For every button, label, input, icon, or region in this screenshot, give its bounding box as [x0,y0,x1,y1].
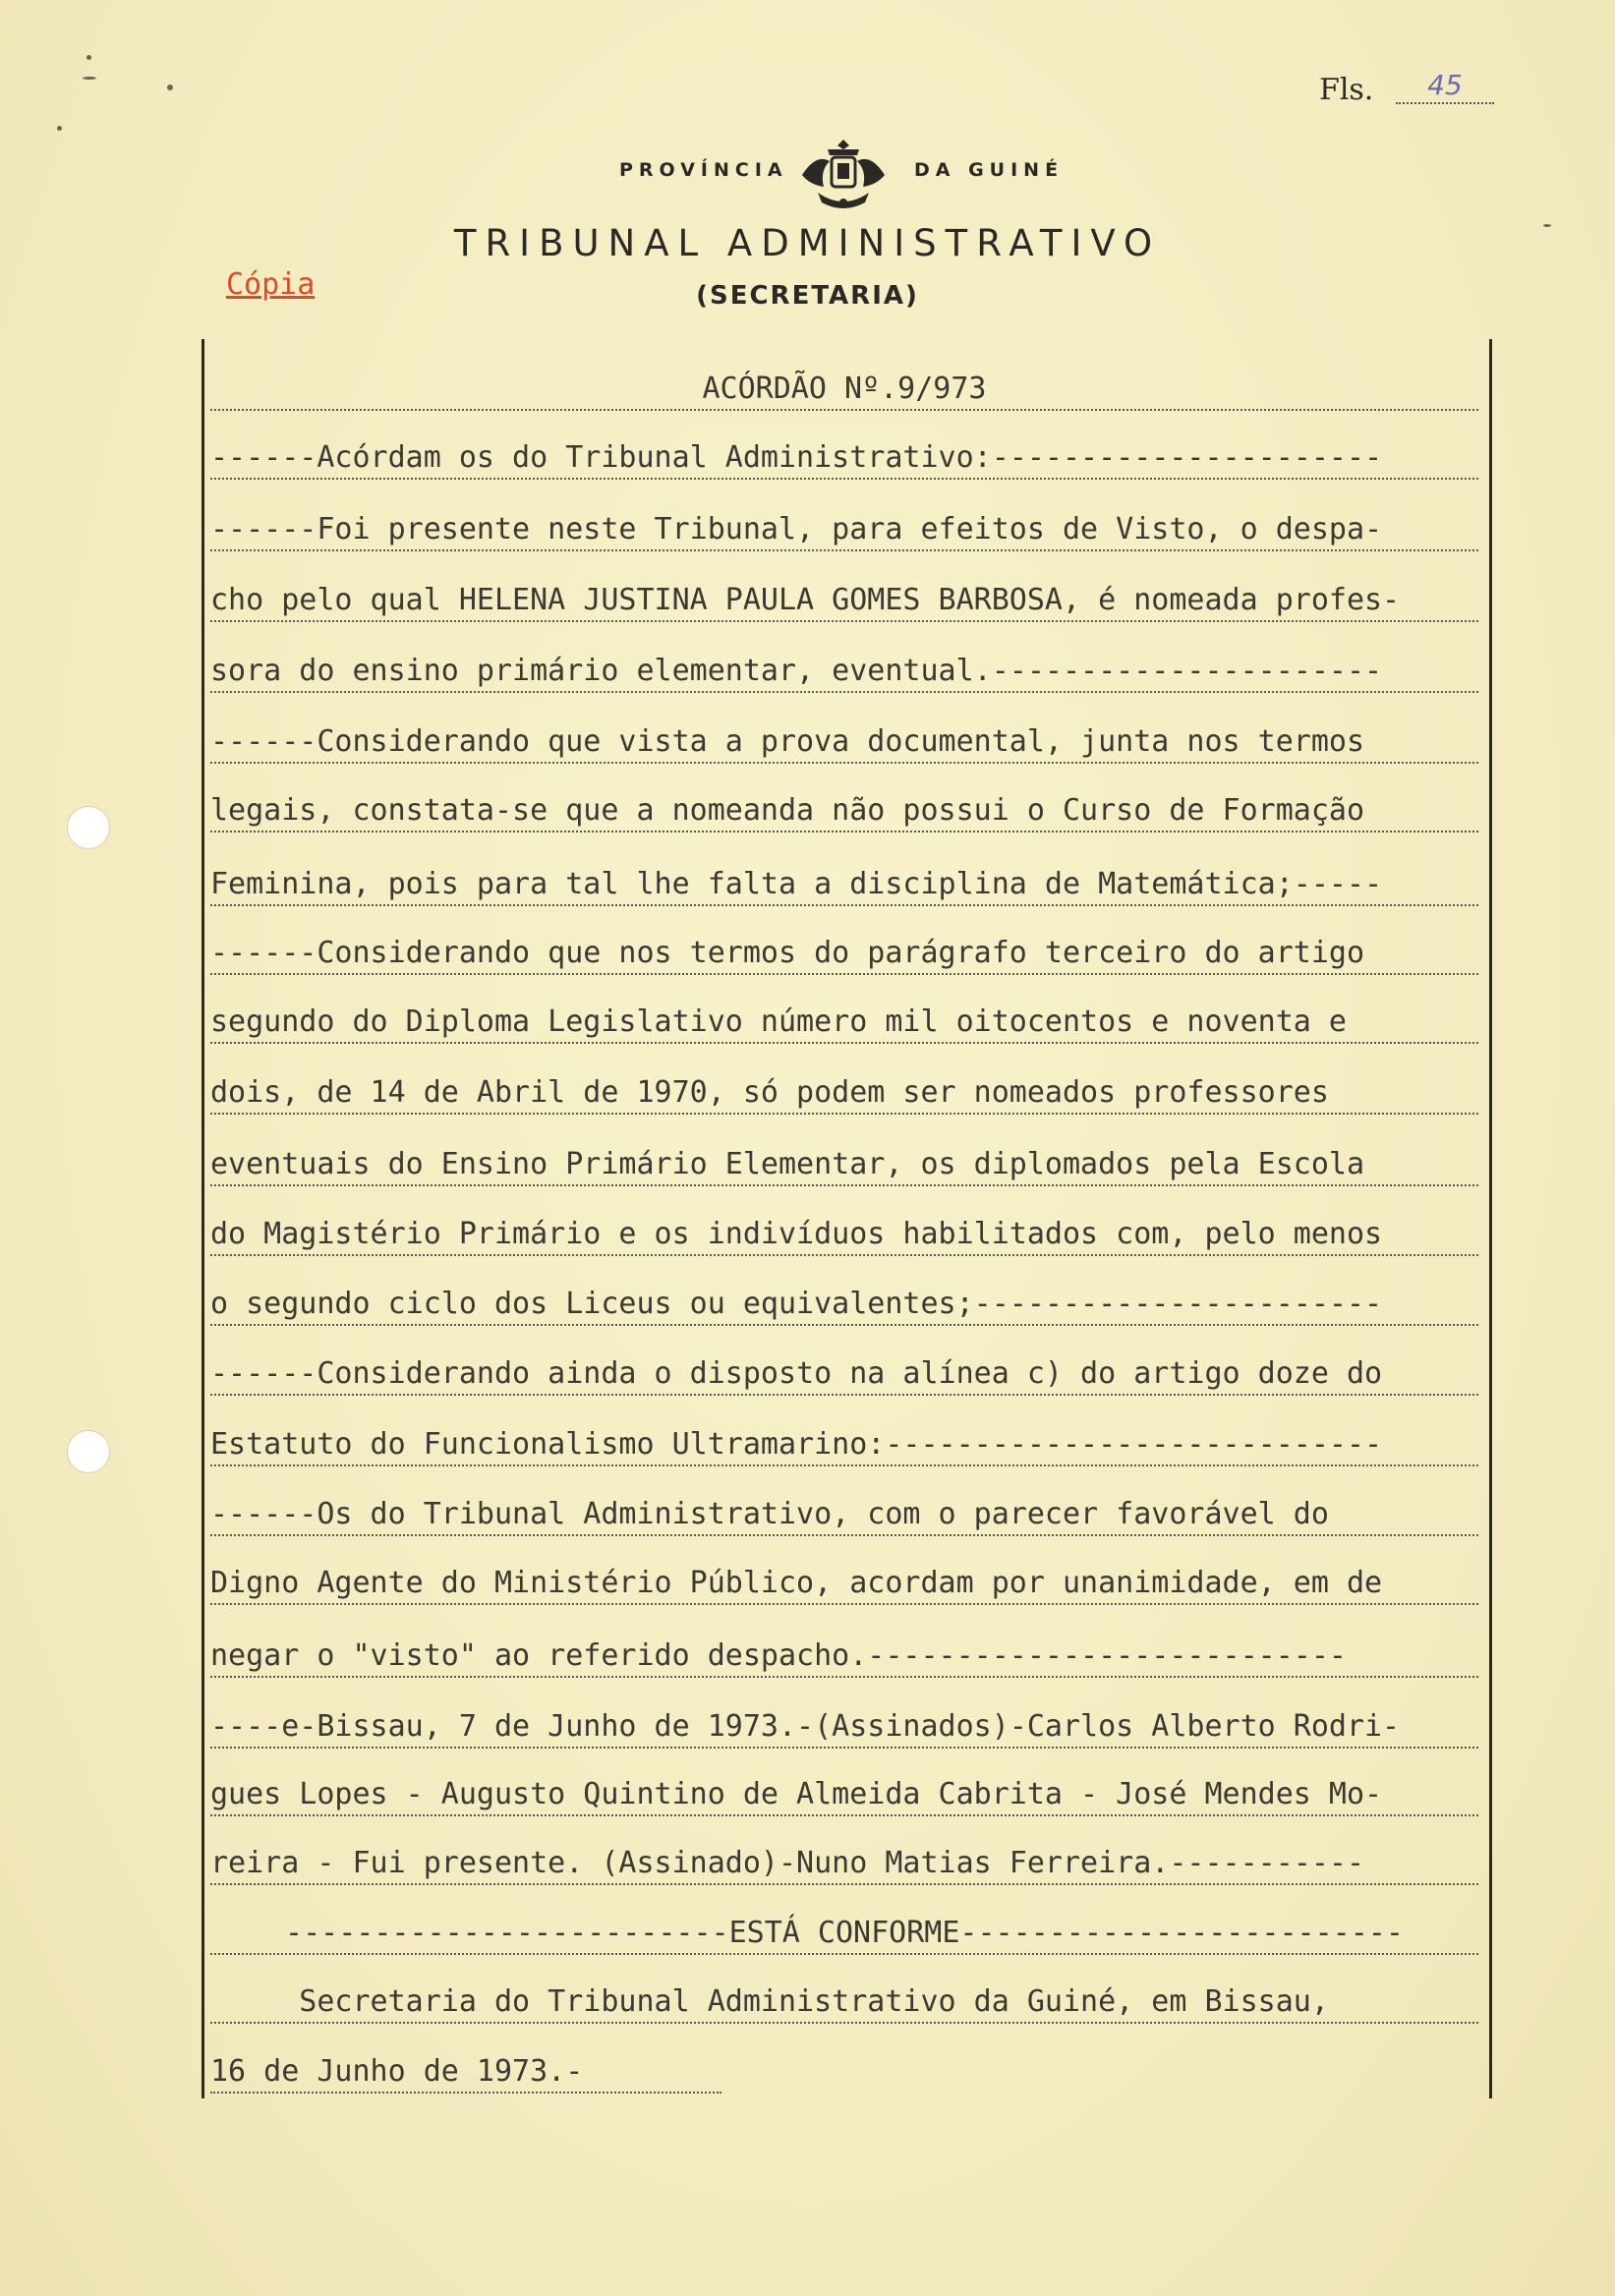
text-line: Secretaria do Tribunal Administrativo da Guiné, em Bissau, [210,1982,1478,2024]
provincia-label: PROVÍNCIA [619,159,788,181]
institution-title: TRIBUNAL ADMINISTRATIVO [453,222,1162,264]
paper-speck [87,55,91,60]
text-line: reira - Fui presente. (Assinado)-Nuno Matias Ferreira.----------- [210,1844,1478,1885]
guine-label: DA GUINÉ [914,159,1065,181]
text-line: cho pelo qual HELENA JUSTINA PAULA GOMES BARBOSA, é nomeada profes- [210,581,1478,622]
text-line: gues Lopes - Augusto Quintino de Almeida Cabrita - José Mendes Mo- [210,1775,1478,1816]
folio-number: 45 [1396,69,1494,104]
left-margin-rule [202,339,204,2098]
text-line: Feminina, pois para tal lhe falta a disciplina de Matemática;----- [210,865,1478,906]
text-line: Digno Agente do Ministério Público, acordam por unanimidade, em de [210,1564,1478,1605]
text-line: ------Acórdam os do Tribunal Administrativo:---------------------- [210,438,1478,480]
institution-subtitle: (SECRETARIA) [696,281,919,311]
decision-title: ACÓRDÃO Nº.9/973 [210,370,1478,411]
text-line: ------Considerando ainda o disposto na alínea c) do artigo doze do [210,1354,1478,1396]
punch-hole [67,1430,110,1473]
text-line: ------Considerando que nos termos do parágrafo terceiro do artigo [210,934,1478,975]
date-line: 16 de Junho de 1973.- [210,2052,721,2094]
right-margin-rule [1489,339,1492,2098]
conformity-line: -------------------------ESTÁ CONFORME------------------------- [210,1914,1478,1955]
text-line: ----e-Bissau, 7 de Junho de 1973.-(Assinados)-Carlos Alberto Rodri- [210,1707,1478,1749]
text-line: sora do ensino primário elementar, eventual.---------------------- [210,652,1478,693]
paper-speck [57,126,62,131]
paper-speck [167,85,173,90]
text-line: negar o "visto" ao referido despacho.--------------------------- [210,1636,1478,1678]
text-line: do Magistério Primário e os indivíduos habilitados com, pelo menos [210,1215,1478,1256]
text-line: o segundo ciclo dos Liceus ou equivalentes;----------------------- [210,1285,1478,1326]
folio-label: Fls. [1319,73,1374,107]
text-line: legais, constata-se que a nomeanda não possui o Curso de Formação [210,791,1478,832]
text-line: eventuais do Ensino Primário Elementar, os diplomados pela Escola [210,1145,1478,1186]
text-line: ------Considerando que vista a prova documental, junta nos termos [210,722,1478,764]
text-line: dois, de 14 de Abril de 1970, só podem ser nomeados professores [210,1073,1478,1115]
copy-stamp: Cópia [226,267,316,302]
text-line: Estatuto do Funcionalismo Ultramarino:---------------------------- [210,1425,1478,1466]
text-line: segundo do Diploma Legislativo número mil oitocentos e noventa e [210,1003,1478,1044]
text-line: ------Os do Tribunal Administrativo, com o parecer favorável do [210,1495,1478,1536]
coat-of-arms-icon [798,136,889,214]
punch-hole [67,806,110,849]
text-line: ------Foi presente neste Tribunal, para efeitos de Visto, o despa- [210,510,1478,551]
paper-speck [83,77,96,80]
